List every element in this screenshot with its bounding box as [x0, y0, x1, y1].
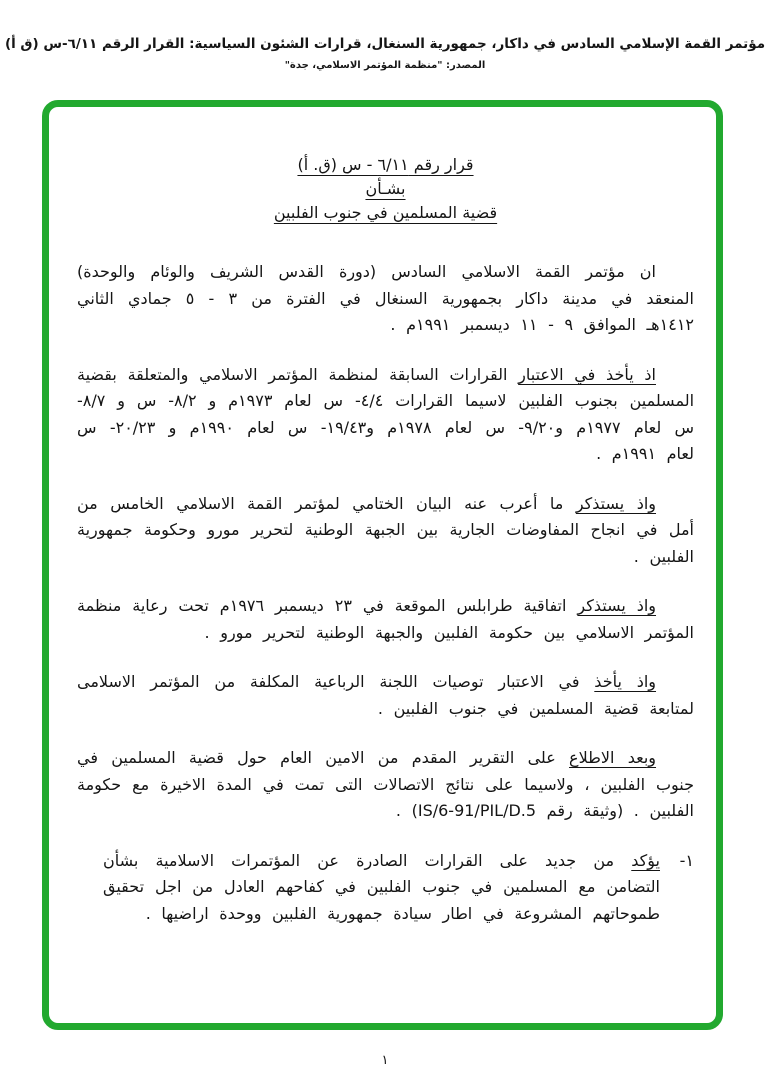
preamble-paragraph: واذ يستذكر اتفاقية طرابلس الموقعة في ٢٣ ديسمبر ١٩٧٦م تحت رعاية منظمة المؤتمر الاسلامي بين حكومة الفلبين والجبهة الوطنية لتحرير مورو .	[77, 596, 694, 642]
title-line: قضية المسلمين في جنوب الفلبين	[273, 203, 498, 222]
header-citation-line: مؤتمر القمة الإسلامي السادس في داكار، جمهورية السنغال، قرارات الشئون السياسية: القرار الرقم ٦/١١-س (ق أ)	[4, 36, 766, 52]
document-body	[49, 107, 716, 927]
title-line: بشـأن	[365, 179, 406, 198]
page-number: ١	[381, 1053, 389, 1068]
document-header	[0, 36, 770, 71]
resolution-preamble	[77, 259, 694, 825]
preamble-paragraph: واذ يستذكر ما أعرب عنه البيان الختامي لمؤتمر القمة الاسلامي الخامس من أمل في انجاح المفاوضات الجارية بين الجبهة الوطنية لتحرير مورو وحكومة جمهورية الفلبين .	[77, 493, 694, 566]
preamble-paragraph: ان مؤتمر القمة الاسلامي السادس (دورة القدس الشريف والوئام والوحدة) المنعقد في مدينة داكار بجمهورية السنغال في الفترة من ٣ - ٥ جمادي الثاني ١٤١٢هـ الموافق ٩ - ١١ ديسمبر ١٩٩١م .	[77, 262, 694, 334]
operative-item	[77, 848, 694, 928]
resolution-title-block	[77, 153, 694, 225]
paragraph-lead-in: اذ يأخذ في الاعتبار	[518, 364, 656, 384]
preamble-paragraph: واذ يأخذ في الاعتبار توصيات اللجنة الرباعية المكلفة من المؤتمر الاسلامى لمتابعة قضية المسلمين في جنوب الفلبين .	[77, 672, 694, 718]
resolution-operative-items	[77, 848, 694, 928]
header-source-line: المصدر: "منظمة المؤتمر الاسلامي، جدة"	[284, 60, 486, 71]
paragraph-lead-in: واذ يستذكر	[577, 596, 657, 615]
title-line: قرار رقم ٦/١١ - س (ق. أ)	[297, 155, 474, 174]
item-lead-in: يؤكد	[631, 850, 660, 870]
paragraph-lead-in: واذ يستذكر	[575, 493, 657, 513]
green-border-frame	[42, 100, 723, 1030]
item-number: ١-	[679, 850, 694, 870]
paragraph-lead-in: واذ يأخذ	[594, 672, 657, 691]
item-text: يؤكد من جديد على القرارات الصادرة عن المؤتمرات الاسلامية بشأن التضامن مع المسلمين في جنوب الفلبين في كفاحهم العادل من اجل تحقيق طموحاتهم المشروعة في اطار سيادة جمهورية الفلبين ووحدة اراضيها .	[103, 850, 660, 923]
preamble-paragraph: اذ يأخذ في الاعتبار القرارات السابقة لمنظمة المؤتمر الاسلامي والمتعلقة بقضية المسلمين بجنوب الفلبين لاسيما القرارات ٤/٤- س لعام ١٩٧٣م و ٨/٢- س و ٨/٧- س لعام ١٩٧٧م و٩/٢٠- س لعام ١٩٧٨م و١٩/٤٣- س لعام ١٩٩٠م و ٢٠/٢٣- س لعام ١٩٩١م .	[77, 364, 695, 463]
paragraph-lead-in: وبعد الاطلاع	[569, 748, 657, 767]
preamble-paragraph: وبعد الاطلاع على التقرير المقدم من الامين العام حول قضية المسلمين في جنوب الفلبين ، ولاسيما على نتائج الاتصالات التى تمت في المدة الاخيرة مع حكومة الفلبين . (وثيقة رقم IS/6-91/PIL/D.5) .	[77, 748, 694, 820]
